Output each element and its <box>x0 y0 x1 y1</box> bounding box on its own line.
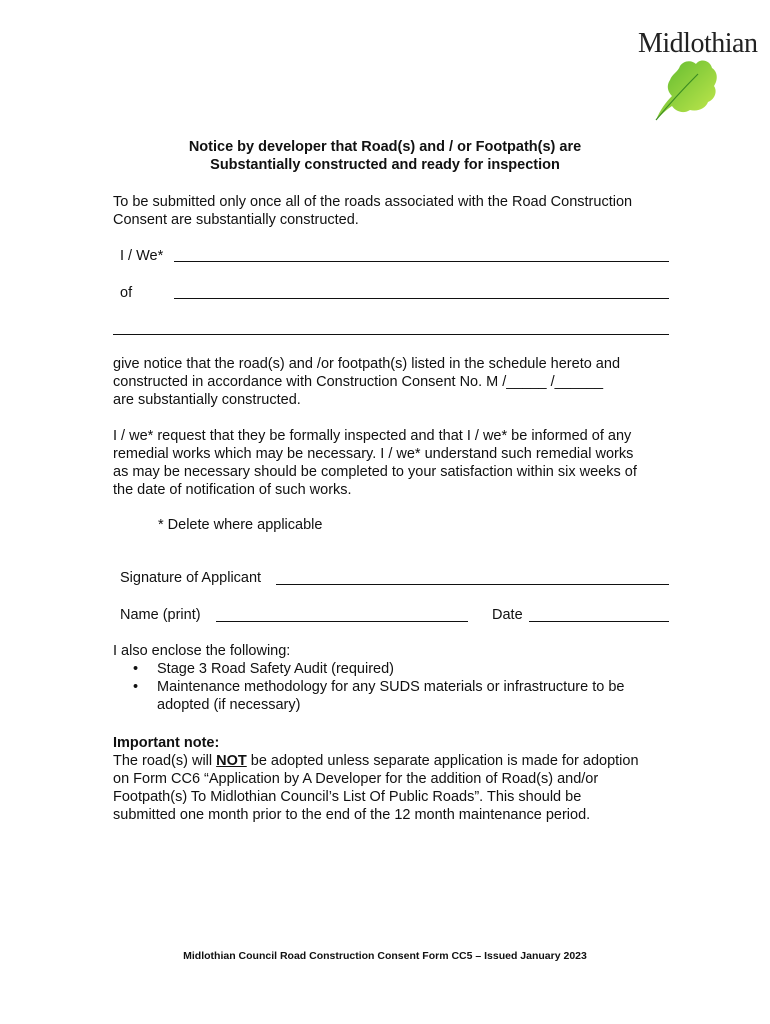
enclosures-heading: I also enclose the following: <box>113 643 291 659</box>
address-input-line[interactable] <box>113 334 669 335</box>
important-not-emphasis: NOT <box>216 753 247 769</box>
delete-note: * Delete where applicable <box>158 517 323 533</box>
name-print-input-line[interactable] <box>216 621 468 622</box>
date-label: Date <box>492 607 523 623</box>
of-input-line[interactable] <box>174 298 669 299</box>
important-line-1 <box>113 752 639 770</box>
important-line-1-start: The road(s) will <box>113 753 217 769</box>
notice-line-3: are substantially constructed. <box>113 392 301 408</box>
important-heading: Important note: <box>113 735 220 751</box>
request-line-4: the date of notification of such works. <box>113 482 352 498</box>
of-label: of <box>120 285 133 301</box>
intro-line-1: To be submitted only once all of the roads associated with the Road Construction <box>113 194 633 210</box>
enclosure-item-text: Maintenance methodology for any SUDS materials or infrastructure to be <box>157 679 625 695</box>
list-item <box>113 660 673 678</box>
important-line-4: submitted one month prior to the end of the 12 month maintenance period. <box>113 807 591 823</box>
enclosures-list <box>113 660 673 714</box>
enclosure-item-text: Stage 3 Road Safety Audit (required) <box>157 661 394 677</box>
notice-line-1: give notice that the road(s) and /or footpath(s) listed in the schedule hereto and <box>113 356 621 372</box>
form-title-line-1: Notice by developer that Road(s) and / or Footpath(s) are <box>188 139 582 155</box>
bullet-icon: • <box>133 679 139 695</box>
name-print-label: Name (print) <box>120 607 201 623</box>
bullet-icon: • <box>133 661 139 677</box>
iwe-label: I / We* <box>120 248 164 264</box>
enclosure-item-text-cont: adopted (if necessary) <box>157 697 301 713</box>
important-line-2: on Form CC6 “Application by A Developer for the addition of Road(s) and/or <box>113 771 599 787</box>
list-item <box>113 678 673 714</box>
page-footer: Midlothian Council Road Construction Consent Form CC5 – Issued January 2023 <box>183 950 587 962</box>
important-line-3: Footpath(s) To Midlothian Council’s List Of Public Roads”. This should be <box>113 789 582 805</box>
intro-line-2: Consent are substantially constructed. <box>113 212 359 228</box>
date-input-line[interactable] <box>529 621 669 622</box>
logo-wordmark: Midlothian <box>638 28 758 59</box>
notice-line-2: constructed in accordance with Construction Consent No. M /_____ /______ <box>113 374 604 390</box>
signature-label: Signature of Applicant <box>120 570 262 586</box>
request-line-2: remedial works which may be necessary. I / we* understand such remedial works <box>113 446 634 462</box>
iwe-input-line[interactable] <box>174 261 669 262</box>
request-line-1: I / we* request that they be formally inspected and that I / we* be informed of any <box>113 428 632 444</box>
leaf-logo-icon <box>650 56 720 124</box>
important-line-1-end: be adopted unless separate application is made for adoption <box>246 753 639 769</box>
signature-input-line[interactable] <box>276 584 669 585</box>
form-title-line-2: Substantially constructed and ready for inspection <box>210 157 560 173</box>
request-line-3: as may be necessary should be completed to your satisfaction within six weeks of <box>113 464 637 480</box>
